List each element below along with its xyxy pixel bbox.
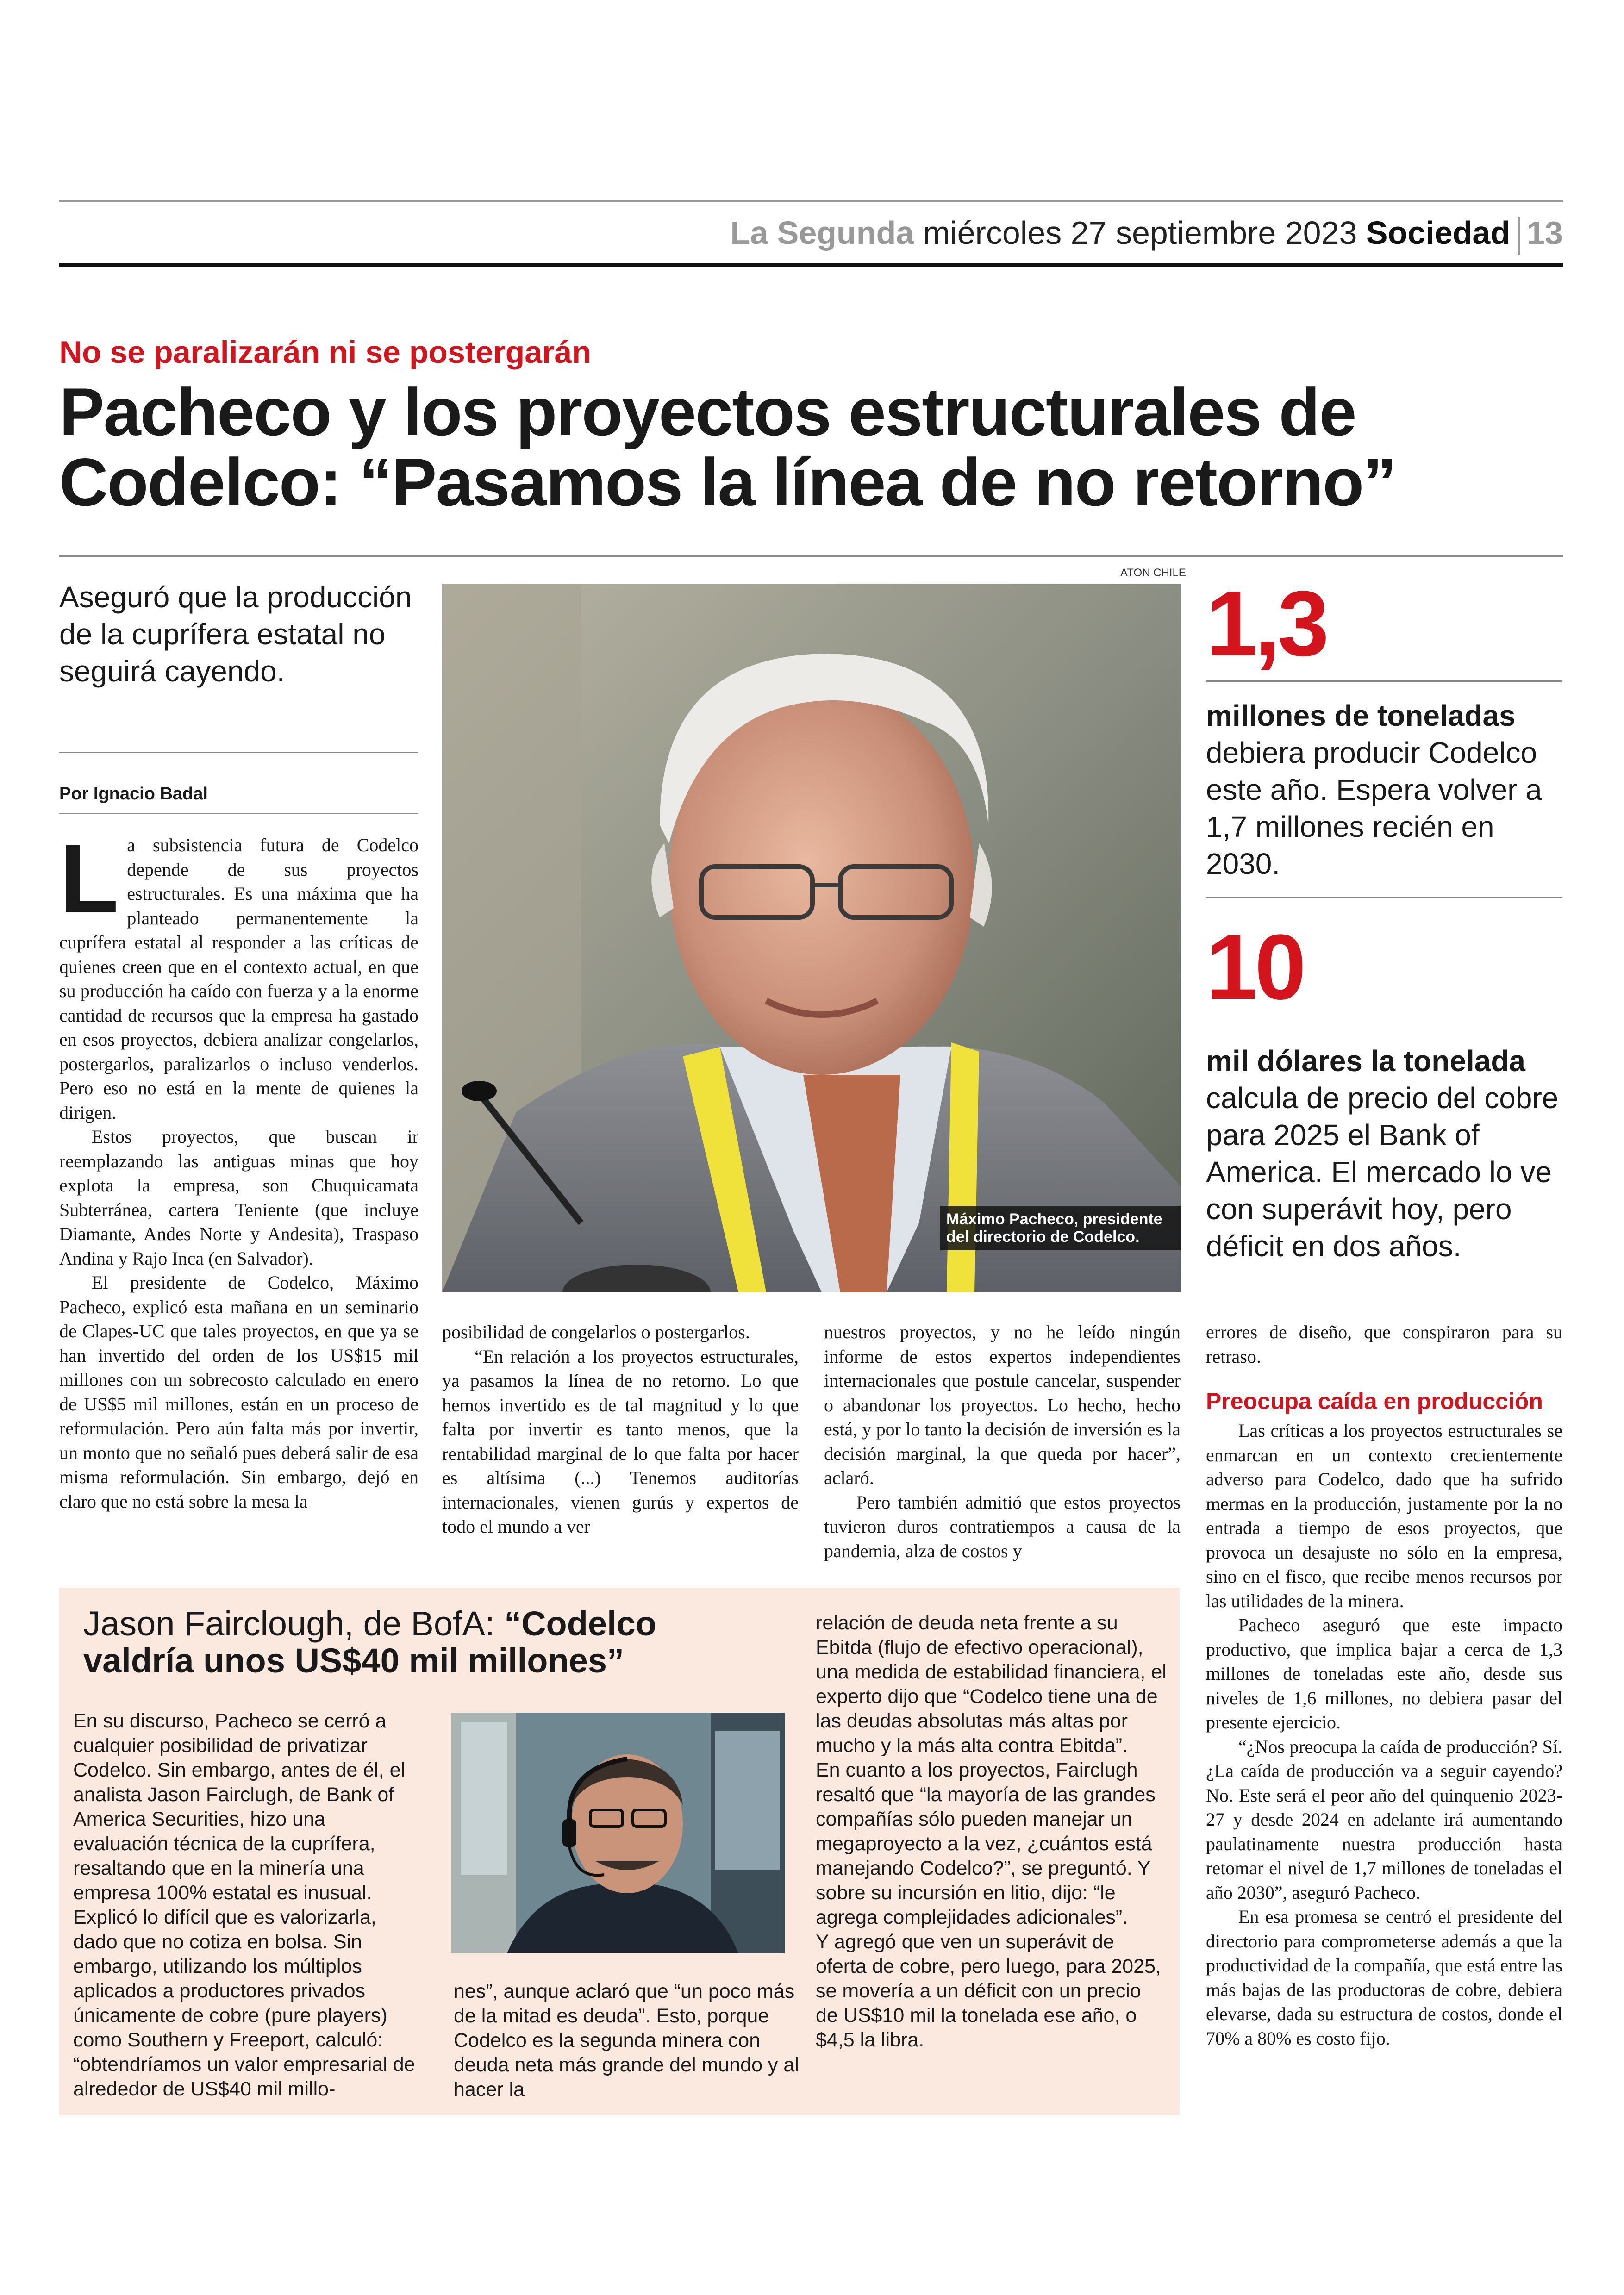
analyst-illustration — [451, 1713, 785, 1953]
article-paragraph: En esa promesa se centró el presidente del directorio para comprometerse además a que la productividad de la compañía, que está entre las más bajas de las productoras de cobre, debiera elevarse, dada su estructura de costos, donde el 70% a 80% es costo fijo. — [1206, 1906, 1562, 2049]
header-top-rule — [59, 200, 1563, 202]
article-column-1 — [59, 824, 418, 1565]
article-paragraph: nuestros proyectos, y no he leído ningún informe de estos expertos independientes internacionales que postule cancelar, suspender o abandonar los proyectos. Lo hecho, hecho está, y por lo tanto la decisión de inversión es la decisión marginal, la que queda por hacer”, aclaró. — [824, 1322, 1181, 1488]
article-paragraph: “¿Nos preocupa la caída de producción? Sí. ¿La caída de producción va a seguir cayendo? No. Este será el peor año del quinquenio 2023-27 y desde 2024 en adelante irá aumentando paulatinamente nuestra producción hasta retomar el nivel de 1,7 millones de toneladas el año 2030”, aseguró Pacheco. — [1206, 1736, 1562, 1903]
article-paragraph: “En relación a los proyectos estructurales, ya pasamos la línea de no retorno. Lo que hemos invertido es de tal magnitud y lo que falta por invertir es tanto menos, que la rentabilidad marginal de lo que falta por hacer es altísima (...) Tenemos auditorías internacionales, vienen gurús y expertos de todo el mundo a ver — [442, 1346, 799, 1537]
issue-date: miércoles 27 septiembre 2023 — [923, 215, 1357, 251]
header-bottom-rule — [59, 263, 1563, 267]
article-paragraph: Pero también admitió que estos proyectos tuvieron duros contratiempos a causa de la pandemia, alza de costos y — [824, 1491, 1181, 1561]
article-deck: Aseguró que la producción de la cuprífera estatal no seguirá cayendo. — [59, 580, 412, 688]
stat-label: mil dólares la tonelada — [1206, 1044, 1525, 1078]
stat-text: debiera producir Codelco este año. Espera volver a 1,7 millones recién en 2030. — [1206, 736, 1542, 880]
article-paragraph: Estos proyectos, que buscan ir reemplazando las antiguas minas que hoy explota la empresa, son Chuquicamata Subterránea, cartera Teniente (que incluye Diamante, Andes Norte y Andesita), Traspaso Andina y Rajo Inca (en Salvador). — [59, 1126, 418, 1269]
deck-rule — [59, 752, 418, 753]
article-column-2 — [442, 1320, 799, 1539]
sidebar-column-3: relación de deuda neta frente a su Ebitda (flujo de efectivo operacional), una medida de estabilidad financiera, el experto dijo que “Codelco tiene una de las deudas absolutas más altas por mucho y la más alta contra Ebitda”. En cuanto a los proyectos, Fairclugh resaltó que “la mayoría de las grandes compañías sólo pueden manejar un megaproyecto a la vez, ¿cuántos está manejando Codelco?”, se preguntó. Y sobre su incursión en litio, dijo: “le agrega complejidades adicionales”. Y agregó que ven un superávit de oferta de cobre, pero luego, para 2025, se movería a un déficit con un precio de US$10 mil la tonelada ese año, o $4,5 la libra. — [816, 1612, 1167, 2051]
article-paragraph: La subsistencia futura de Codelco depende de sus proyectos estructurales. Es una máxima que ha planteado permanentemente la cuprífera estatal al responder a las críticas de quienes creen que en el contexto actual, en que su producción ha caído con fuerza y a la enorme cantidad de recursos que la empresa ha gastado en esos proyectos, debiera analizar congelarlos, postergarlos, paralizarlos o incluso venderlos. Pero eso no está en la mente de quienes la dirigen. — [59, 824, 418, 1123]
photo-credit: ATON CHILE — [1120, 567, 1186, 579]
paper-name: La Segunda — [730, 215, 914, 251]
drop-cap: L — [59, 824, 119, 933]
byline: Por Ignacio Badal — [59, 784, 208, 804]
stat-rule — [1206, 897, 1562, 898]
article-paragraph: El presidente de Codelco, Máximo Pacheco, explicó esta mañana en un seminario de Clapes-UC que tales proyectos, en que ya se han invertido del orden de los US$15 mil millones con un sobrecosto calculado en enero de US$5 mil millones, están en un proceso de reformulación. Pero aún falta más por invertir, un monto que no señaló pues deberá salir de esa misma reformulación. Sin embargo, dejó en claro que no está sobre la mesa la — [59, 1272, 418, 1512]
article-column-4 — [1206, 1320, 1562, 2051]
pacheco-photo — [442, 584, 1181, 1292]
article-paragraph: Las críticas a los proyectos estructurales se enmarcan en un contexto crecientemente adverso para Codelco, dado que ha sufrido mermas en la producción, justamente por la no entrada a tiempo de esos proyectos, que provoca un desajuste no sólo en la empresa, sino en el fisco, que recibe menos recursos por las utilidades de la minera. — [1206, 1420, 1562, 1611]
stat-rule — [1206, 680, 1562, 682]
article-kicker: No se paralizarán ni se postergarán — [59, 335, 591, 370]
article-subhead: Preocupa caída en producción — [1206, 1388, 1543, 1414]
sidebar-title: Jason Fairclough, de BofA: “Codelco valdría unos US$40 mil millones” — [83, 1604, 656, 1680]
stat-description — [1206, 1042, 1572, 1265]
photo-caption: Máximo Pacheco, presidente del directorio de Codelco. — [940, 1206, 1181, 1250]
portrait-illustration — [442, 584, 1181, 1292]
article-column-3 — [824, 1320, 1181, 1563]
section-name: Sociedad — [1366, 215, 1511, 251]
byline-rule — [59, 813, 418, 814]
sidebar-column-2: nes”, aunque aclaró que “un poco más de la mitad es deuda”. Esto, porque Codelco es la segunda minera con deuda neta más grande del mundo y al hacer la — [454, 1980, 799, 2101]
article-paragraph: posibilidad de congelarlos o postergarlos. — [442, 1322, 750, 1342]
fairclough-photo — [451, 1713, 785, 1953]
stat-description — [1206, 697, 1567, 882]
article-paragraph: errores de diseño, que conspiraron para su retraso. — [1206, 1322, 1562, 1367]
sidebar-column-1: En su discurso, Pacheco se cerró a cualquier posibilidad de privatizar Codelco. Sin embargo, antes de él, el analista Jason Fairclugh, de Bank of America Securities, hizo una evaluación técnica de la cuprífera, resaltando que en la minería una empresa 100% estatal es inusual. Explicó lo difícil que es valorizarla, dado que no cotiza en bolsa. Sin embargo, utilizando los múltiplos aplicados a productores privados únicamente de cobre (pure players) como Southern y Freeport, calculó: “obtendríamos un valor empresarial de alrededor de US$40 mil millo- — [73, 1710, 415, 2100]
headline-rule — [59, 555, 1563, 557]
page-number: 13 — [1527, 215, 1563, 251]
stat-label: millones de toneladas — [1206, 699, 1516, 732]
article-paragraph: Pacheco aseguró que este impacto productivo, que implica bajar a cerca de 1,3 millones de toneladas este año, desde sus niveles de 1,6 millones, no debiera pasar del presente ejercicio. — [1206, 1615, 1562, 1733]
masthead-separator — [1518, 217, 1520, 255]
masthead — [59, 207, 1563, 258]
stat-text: calcula de precio del cobre para 2025 el Bank of America. El mercado lo ve con superávit hoy, pero déficit en dos años. — [1206, 1081, 1559, 1263]
article-headline: Pacheco y los proyectos estructurales de Codelco: “Pasamos la línea de no retorno” — [59, 374, 1396, 520]
stat-number: 1,3 — [1206, 572, 1327, 675]
stat-number: 10 — [1206, 916, 1304, 1019]
